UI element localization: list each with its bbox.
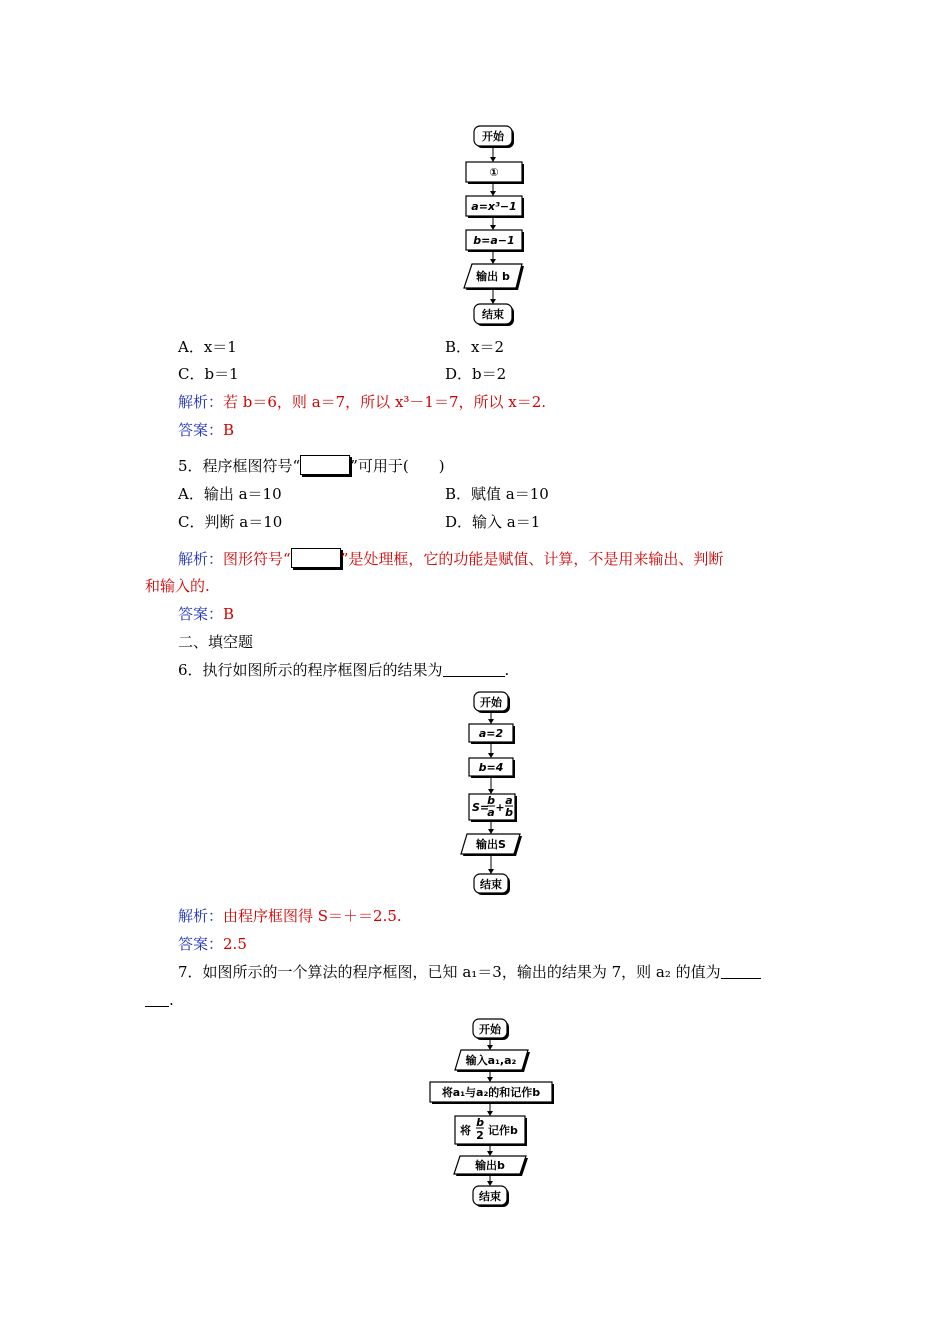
q4-option-d: D．b＝2 xyxy=(445,365,507,383)
flow2-frac2-num: a xyxy=(505,794,513,807)
flow3-step2-prefix: 将 xyxy=(460,1124,471,1137)
q5-analysis-before: 图形符号“ xyxy=(223,550,291,568)
flow2-frac1-num: b xyxy=(487,794,495,807)
q4-option-b: B．x＝2 xyxy=(445,338,505,356)
q4-option-a: A．x＝1 xyxy=(178,338,237,356)
q4-option-c: C．b＝1 xyxy=(178,365,239,383)
q6-answer-label: 答案： xyxy=(178,935,224,953)
q7-stem-end: . xyxy=(169,991,174,1009)
q5-option-b: B．赋值 a＝10 xyxy=(445,485,549,503)
q5-analysis-line2: 和输入的. xyxy=(145,577,210,595)
q5-option-d: D．输入 a＝1 xyxy=(445,513,541,531)
flow2-end-text: 结束 xyxy=(480,878,502,891)
flow2-step2-text: b=4 xyxy=(478,761,504,774)
flow1-step3-text: b=a−1 xyxy=(473,234,515,247)
q6-analysis-text: 由程序框图得 S＝＋＝2.5. xyxy=(223,907,402,925)
flow3-frac-num: b xyxy=(476,1116,484,1129)
flow3-input-text: 输入a₁,a₂ xyxy=(465,1054,517,1067)
q5-analysis-after: ”是处理框，它的功能是赋值、计算，不是用来输出、判断 xyxy=(340,550,724,568)
section-title: 二、填空题 xyxy=(178,633,254,651)
q4-analysis-label: 解析： xyxy=(178,393,224,411)
flow1-step1-text: ① xyxy=(489,166,499,179)
flow3-start-text: 开始 xyxy=(479,1023,501,1036)
q5-option-a: A．输出 a＝10 xyxy=(178,485,282,503)
q4-answer-value: B xyxy=(223,421,235,439)
flow2-step1-text: a=2 xyxy=(478,727,504,740)
q5-analysis-label: 解析： xyxy=(178,550,224,568)
q5-stem-after: ”可用于( ) xyxy=(350,457,445,475)
flow2-plus: + xyxy=(495,801,505,814)
q6-stem-text: 6．执行如图所示的程序框图后的结果为 xyxy=(178,661,443,679)
flow3-frac-den: 2 xyxy=(476,1129,484,1142)
flow2-frac2-den: b xyxy=(505,806,513,819)
q5-stem-before: 5．程序框图符号“ xyxy=(178,457,301,475)
q5-answer-label: 答案： xyxy=(178,605,224,623)
flow1-start-text: 开始 xyxy=(482,130,504,143)
flow3-step1-text: 将a₁与a₂的和记作b xyxy=(441,1086,541,1099)
flow3-output-text: 输出b xyxy=(475,1159,505,1172)
q7-stem-text: 7．如图所示的一个算法的程序框图，已知 a₁＝3，输出的结果为 7，则 a₂ 的值为 xyxy=(178,963,721,981)
q6-answer-value: 2.5 xyxy=(223,935,247,953)
flow2-frac1-den: a xyxy=(487,806,495,819)
flow2-step3-prefix: S= xyxy=(472,801,490,814)
q4-answer-label: 答案： xyxy=(178,421,224,439)
flow3-end-text: 结束 xyxy=(479,1190,501,1203)
q5-option-c: C．判断 a＝10 xyxy=(178,513,283,531)
q4-analysis-text: 若 b＝6，则 a＝7，所以 x³－1＝7，所以 x＝2. xyxy=(223,393,547,411)
flow3-step2-suffix: 记作b xyxy=(488,1124,518,1137)
flow1-output-text: 输出 b xyxy=(476,270,510,283)
flow2-start-text: 开始 xyxy=(480,696,502,709)
flow2-output-text: 输出S xyxy=(476,838,506,851)
flow1-end-text: 结束 xyxy=(482,308,504,321)
q6-analysis-label: 解析： xyxy=(178,907,224,925)
q6-stem-end: . xyxy=(504,661,510,679)
q5-answer-value: B xyxy=(223,605,235,623)
flow1-step2-text: a=x³−1 xyxy=(471,200,517,213)
